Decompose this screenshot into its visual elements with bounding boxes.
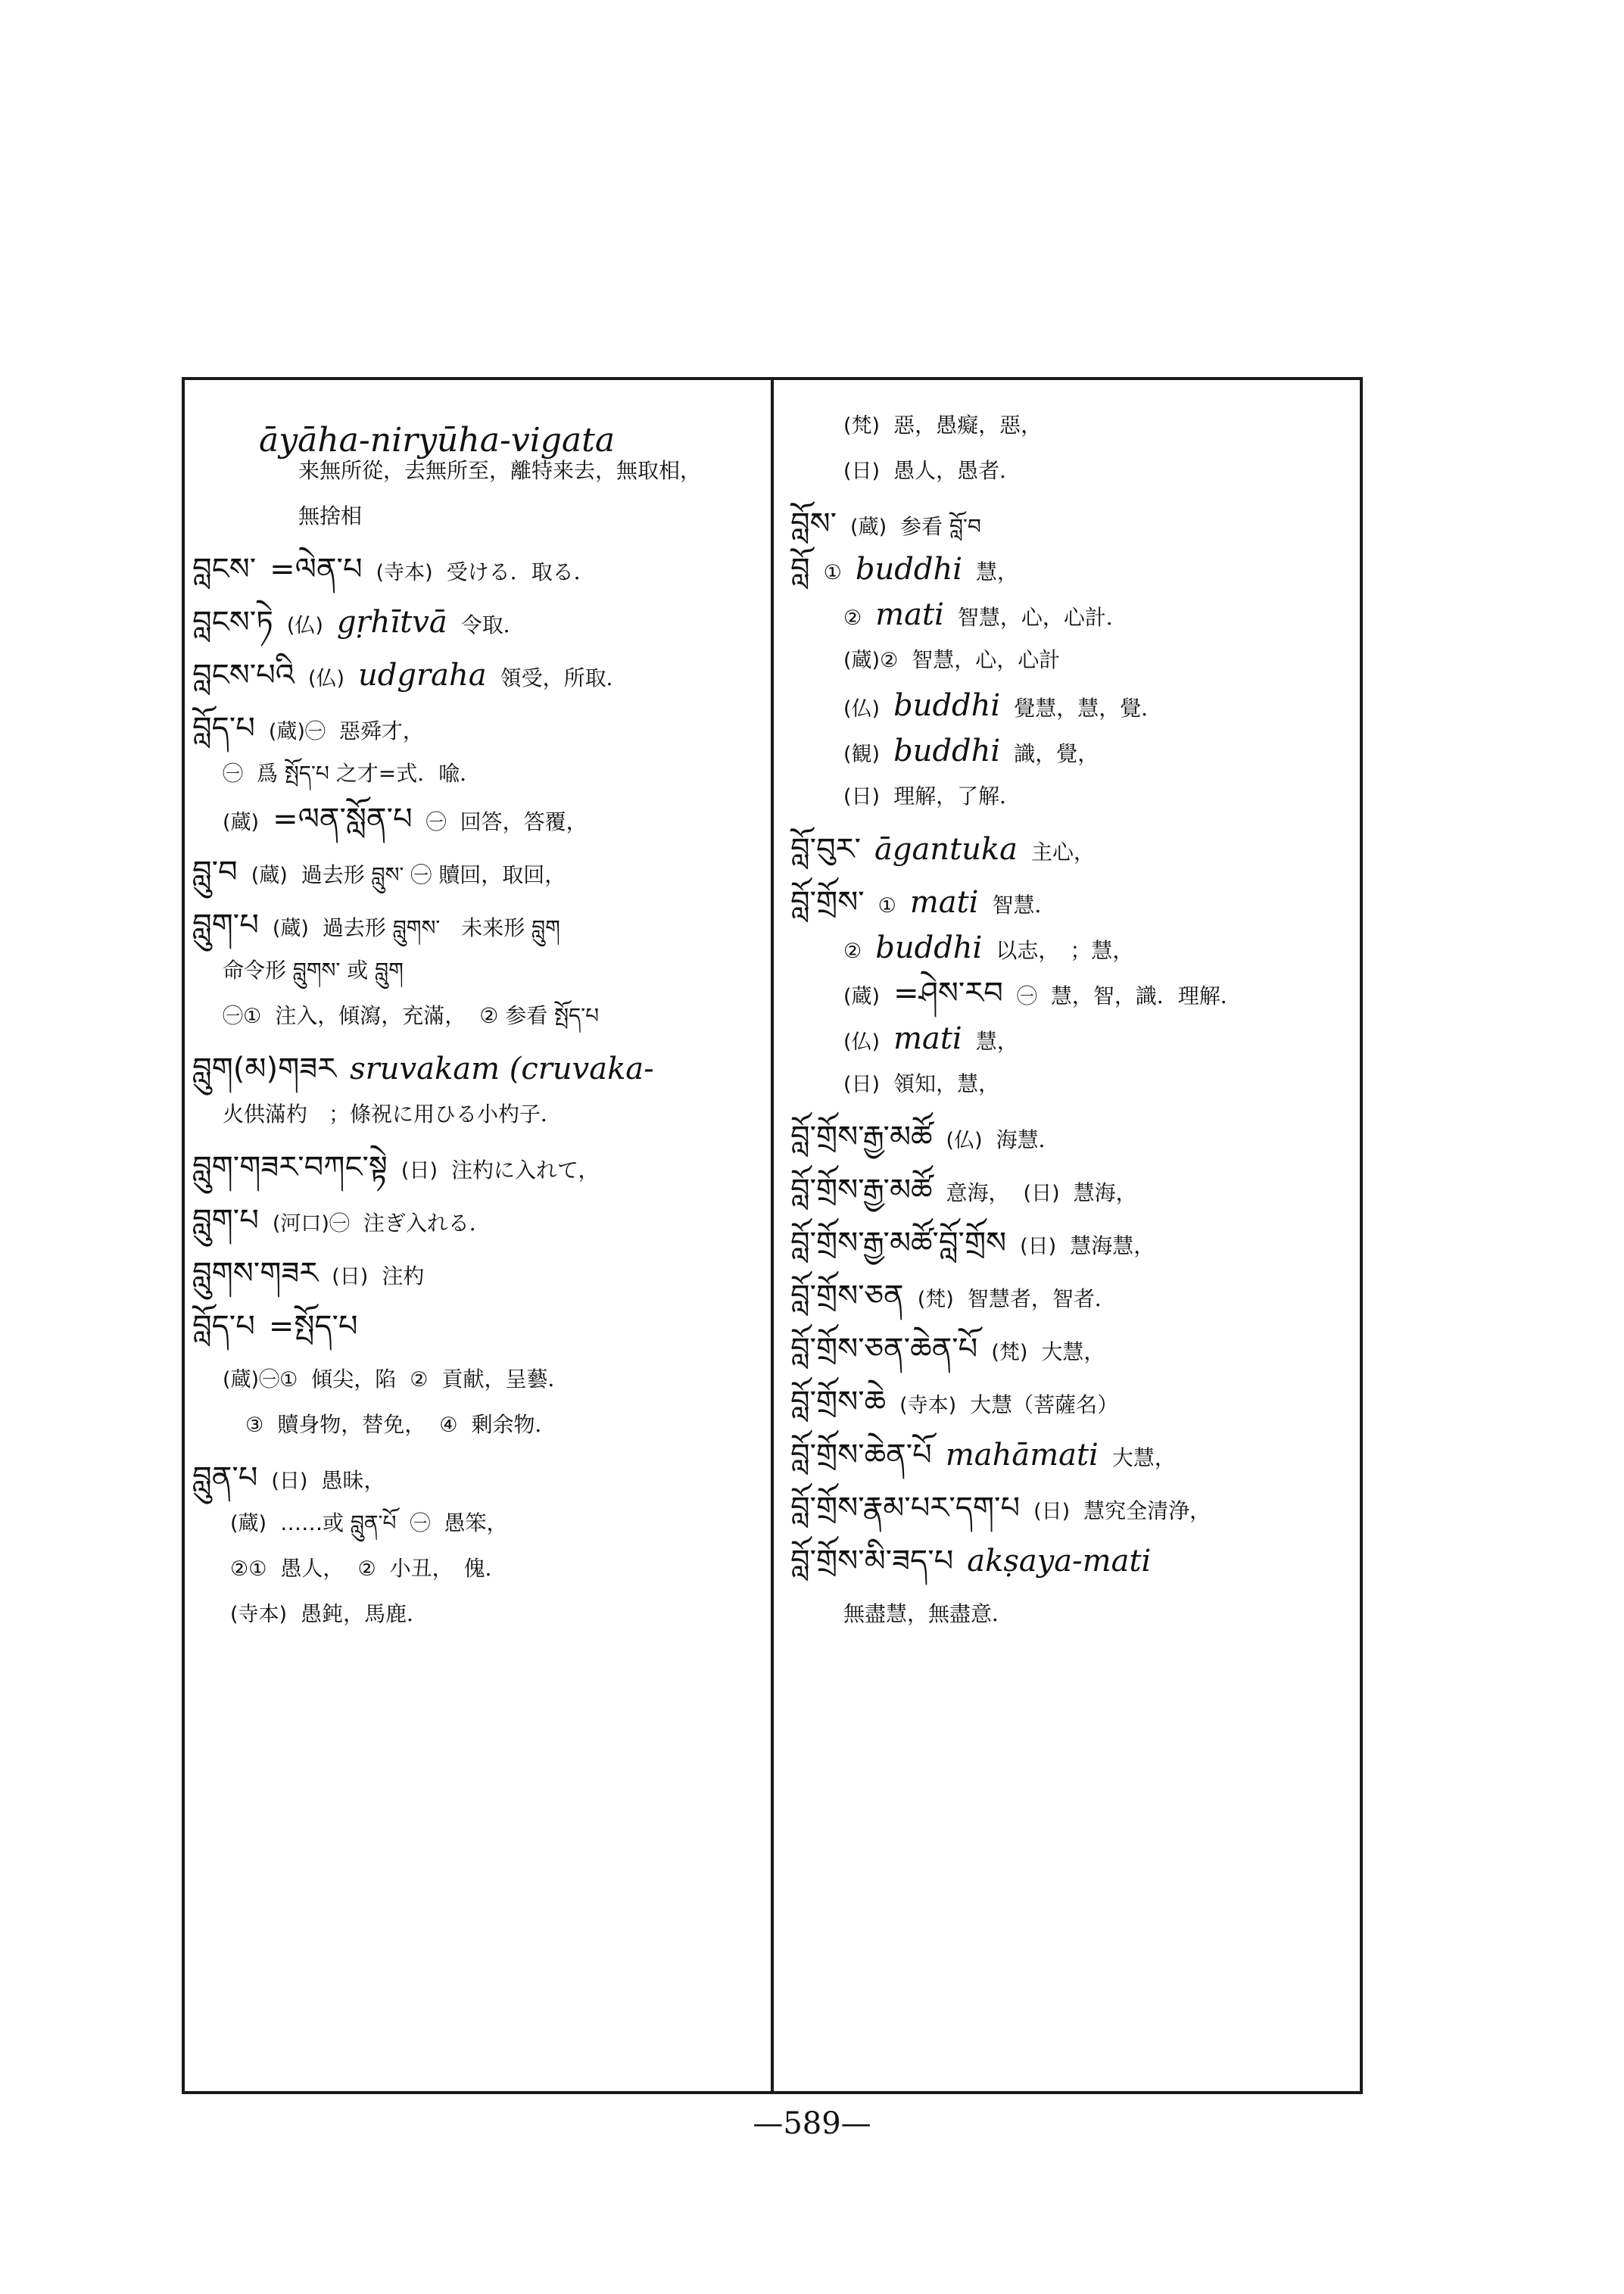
left-entry-9-part-0: བླུ་བ (192, 855, 238, 890)
left-entry-9-part-1: (蔵) (251, 864, 288, 887)
right-entry-7-part-2: 識，覺， (1014, 741, 1099, 766)
right-entry-4-part-2: 智慧，心，心計． (957, 605, 1127, 630)
left-entry-17-part-2: 注杓 (382, 1264, 425, 1289)
left-entry-19-part-0: (蔵)㊀① (223, 1368, 298, 1392)
left-entry-24 (230, 1599, 441, 1630)
left-entry-7 (223, 759, 494, 790)
right-entry-0 (843, 410, 1055, 441)
right-entry-13-part-0: (仏) (843, 1030, 881, 1054)
left-entry-2 (298, 501, 376, 531)
right-entry-16-part-2: (日) (1023, 1182, 1060, 1205)
left-entry-13 (192, 1054, 668, 1087)
left-entry-21-part-2: 愚昧， (321, 1468, 385, 1493)
right-entry-9-part-2: 主心， (1030, 840, 1095, 865)
left-entry-24-part-0: (寺本) (230, 1603, 288, 1626)
left-entry-16-part-0: བླུག་པ (192, 1203, 259, 1238)
left-entry-5-part-1: (仏) (307, 667, 345, 690)
right-entry-9-part-1: āgantuka (874, 832, 1018, 867)
right-entry-5 (843, 645, 1074, 676)
left-entry-4-part-2: gṛhītvā (336, 605, 447, 640)
right-entry-12-part-2: ㊀ (1016, 985, 1037, 1008)
right-entry-3-part-1: ① (823, 561, 842, 584)
right-entry-11 (843, 930, 1147, 967)
right-entry-19-part-1: (梵) (991, 1341, 1028, 1364)
right-entry-15-part-0: བློ་གྲོས་རྒྱ་མཚོ (790, 1120, 933, 1155)
right-entry-7-part-0: (観) (843, 743, 881, 766)
right-entry-17 (790, 1228, 1168, 1262)
right-entry-7-part-1: buddhi (893, 734, 1001, 768)
right-entry-8-part-1: 理解，了解． (893, 784, 1021, 809)
left-entry-7-part-1: 爲 སྤོད་པ 之才=式．喩． (257, 761, 482, 786)
right-entry-12-part-1: =ཤེས་རབ (893, 976, 1003, 1011)
right-entry-12 (843, 978, 1255, 1012)
left-entry-10 (192, 910, 574, 944)
right-entry-1-part-0: (日) (843, 460, 881, 483)
right-entry-22-part-0: བློ་གྲོས་རྣམ་པར་དག་པ (790, 1491, 1021, 1526)
left-entry-20-part-2: ④ (439, 1413, 458, 1437)
left-entry-8 (223, 804, 601, 838)
right-entry-12-part-0: (蔵) (843, 985, 881, 1008)
right-entry-10-part-0: བློ་གྲོས་ (790, 885, 865, 920)
right-entry-13 (843, 1021, 1032, 1058)
right-entry-10-part-3: 智慧． (992, 893, 1056, 918)
right-entry-16-part-3: 慧海， (1073, 1180, 1137, 1205)
page-number: —589— (753, 2106, 871, 2141)
right-entry-4 (843, 597, 1141, 634)
right-entry-16-part-0: བློ་གྲོས་རྒྱ་མཚོ (790, 1173, 933, 1208)
left-entry-17-part-1: (日) (332, 1265, 369, 1289)
left-entry-11-part-0: 命令形 བླུགས་ 或 བླུག (223, 958, 404, 983)
right-entry-8-part-0: (日) (843, 785, 881, 809)
right-entry-16 (790, 1175, 1151, 1209)
right-entry-15-part-1: (仏) (946, 1129, 983, 1152)
right-entry-21-part-2: 大慧， (1111, 1445, 1176, 1470)
right-entry-11-part-0: ② (843, 940, 862, 963)
left-entry-9-part-2: 過去形 བླུས་ ㊀ 贖回，取回， (301, 862, 566, 887)
left-entry-12-part-0: ㊀① (223, 1005, 262, 1028)
right-entry-23-part-1: akṣaya-mati (967, 1544, 1152, 1579)
left-entry-22 (230, 1508, 521, 1539)
left-entry-22-part-0: (蔵) (230, 1512, 267, 1535)
right-entry-4-part-1: mati (875, 597, 944, 632)
left-entry-22-part-2: ㊀ (410, 1512, 431, 1535)
left-entry-6 (192, 713, 438, 747)
left-entry-4-part-1: (仏) (286, 614, 323, 637)
left-entry-23-part-3: 小丑， 傀． (389, 1556, 507, 1581)
left-entry-13-part-1: sruvakam (cruvaka- (350, 1052, 654, 1086)
right-entry-20 (790, 1387, 1132, 1421)
right-entry-2-part-0: བློས་ (790, 506, 837, 541)
left-entry-20-part-0: ③ (245, 1413, 264, 1437)
right-entry-9-part-0: བློ་བུར་ (790, 832, 861, 867)
right-entry-12-part-3: 慧，智，識．理解． (1050, 983, 1242, 1008)
right-entry-3-part-0: བློ (790, 552, 810, 587)
left-entry-8-part-0: (蔵) (223, 811, 260, 834)
right-entry-1-part-1: 愚人，愚者． (893, 458, 1021, 483)
right-entry-17-part-2: 慧海慧， (1070, 1233, 1155, 1258)
left-entry-1 (298, 456, 715, 486)
left-entry-21-part-0: བླུན་པ (192, 1460, 258, 1495)
right-entry-2-part-2: 参看 བློ་བ (900, 514, 981, 539)
left-entry-1-part-0: 来無所從，去無所至，離特来去，無取相， (298, 458, 702, 483)
right-entry-11-part-2: 以志， ；慧， (996, 938, 1134, 963)
right-entry-7 (843, 736, 1112, 770)
right-entry-18-part-2: 智慧者，智者． (967, 1286, 1116, 1311)
left-entry-12-part-2: ② 参看 སྤོད་པ (479, 1003, 600, 1028)
right-entry-2 (790, 506, 995, 543)
right-entry-10 (790, 887, 1070, 921)
left-entry-10-part-2: 過去形 བླུགས་ 未来形 བླུག (322, 915, 560, 940)
right-entry-9 (790, 834, 1108, 868)
right-entry-14 (843, 1069, 1013, 1100)
right-entry-19-part-2: 大慧， (1041, 1339, 1105, 1364)
right-entry-6 (843, 690, 1176, 725)
right-entry-24 (843, 1599, 1027, 1629)
left-entry-3-part-0: བླངས་ (192, 552, 257, 587)
left-entry-15-part-1: (日) (401, 1159, 438, 1183)
right-entry-21-part-0: བློ་གྲོས་ཆེན་པོ (790, 1438, 932, 1473)
left-entry-5-part-3: 領受，所取． (500, 665, 628, 690)
right-entry-4-part-0: ② (843, 606, 862, 630)
right-entry-22 (790, 1493, 1224, 1527)
right-entry-6-part-2: 覺慧，慧，覺． (1014, 696, 1163, 721)
left-entry-22-part-3: 愚笨， (444, 1510, 508, 1535)
left-entry-18-part-1: =སྤོད་པ (268, 1309, 358, 1344)
left-entry-19-part-2: ② (410, 1368, 429, 1392)
right-entry-1 (843, 456, 1034, 487)
right-entry-11-part-1: buddhi (875, 930, 983, 965)
right-entry-20-part-2: 大慧（菩薩名） (970, 1392, 1119, 1417)
left-entry-7-part-0: ㊀ (223, 762, 243, 786)
left-entry-4-part-0: བླངས་ཏེ (192, 605, 273, 640)
right-entry-17-part-1: (日) (1020, 1235, 1057, 1258)
left-entry-16-part-1: (河口)㊀ (272, 1212, 350, 1236)
left-entry-3-part-2: (寺本) (376, 561, 433, 584)
left-entry-14-part-0: 火供滿杓 ；條祝に用ひる小杓子． (223, 1102, 563, 1127)
left-entry-10-part-1: (蔵) (272, 917, 309, 940)
left-entry-5-part-2: udgraha (358, 658, 487, 693)
left-entry-15 (192, 1152, 613, 1186)
left-entry-16 (192, 1205, 504, 1239)
left-entry-10-part-0: བླུག་པ (192, 908, 259, 943)
left-entry-23-part-0: ②① (230, 1557, 267, 1581)
right-entry-2-part-1: (蔵) (850, 516, 887, 539)
left-entry-5-part-0: བླངས་པའི (192, 658, 295, 693)
left-entry-15-part-2: 注杓に入れて， (451, 1158, 600, 1183)
left-entry-23-part-2: ② (357, 1557, 376, 1581)
left-entry-4 (192, 607, 538, 641)
left-entry-16-part-2: 注ぎ入れる． (363, 1211, 491, 1236)
right-entry-23-part-0: བློ་གྲོས་མི་ཟད་པ (790, 1544, 954, 1579)
right-entry-10-part-1: ① (877, 894, 896, 918)
left-entry-5 (192, 660, 641, 694)
left-entry-23-part-1: 愚人， (280, 1556, 344, 1581)
right-entry-18-part-0: བློ་གྲོས་ཅན (790, 1279, 904, 1314)
left-entry-20-part-1: 贖身物，替免， (277, 1412, 426, 1437)
right-entry-0-part-1: 惡，愚癡，惡， (893, 413, 1043, 438)
left-entry-8-part-3: 回答，答覆， (460, 809, 588, 834)
right-entry-5-part-0: (蔵)② (843, 649, 899, 672)
right-entry-22-part-2: 慧究全清浄， (1083, 1498, 1211, 1523)
right-entry-18-part-1: (梵) (917, 1288, 954, 1311)
left-entry-23 (230, 1554, 520, 1585)
right-entry-22-part-1: (日) (1033, 1500, 1071, 1523)
left-entry-0 (259, 421, 628, 460)
right-entry-15-part-2: 海慧． (996, 1127, 1060, 1152)
right-entry-5-part-1: 智慧，心，心計 (912, 647, 1061, 672)
right-entry-21-part-1: mahāmati (945, 1438, 1099, 1473)
right-entry-20-part-1: (寺本) (899, 1394, 957, 1417)
right-entry-3 (790, 554, 1032, 588)
right-entry-8 (843, 781, 1034, 812)
left-entry-18-part-0: བློད་པ (192, 1309, 255, 1344)
left-entry-19-part-1: 傾尖，陷 (311, 1367, 397, 1392)
left-entry-9 (192, 857, 579, 891)
left-entry-12-part-1: 注入，傾瀉，充滿， (275, 1003, 466, 1028)
left-entry-0-part-0: āyāha-niryūha-vigata (259, 421, 616, 460)
right-entry-10-part-2: mati (909, 885, 979, 920)
left-entry-11 (223, 955, 417, 986)
right-entry-23 (790, 1546, 1164, 1579)
right-entry-21 (790, 1440, 1189, 1473)
right-entry-14-part-0: (日) (843, 1073, 881, 1096)
left-entry-18 (192, 1311, 372, 1345)
right-entry-16-part-1: 意海， (946, 1180, 1010, 1205)
left-entry-21-part-1: (日) (271, 1470, 308, 1493)
left-entry-6-part-0: བློད་པ (192, 711, 255, 746)
left-entry-4-part-3: 令取． (460, 612, 525, 637)
right-entry-13-part-2: 慧， (975, 1029, 1018, 1054)
right-entry-3-part-3: 慧， (976, 559, 1019, 584)
left-entry-20-part-3: 剰余物． (471, 1412, 556, 1437)
right-entry-17-part-0: བློ་གྲོས་རྒྱ་མཚོ་བློ་གྲོས (790, 1226, 1007, 1261)
left-entry-14 (223, 1099, 575, 1130)
left-entry-3 (192, 554, 609, 588)
left-entry-3-part-1: =ལེན་པ (270, 552, 363, 587)
left-entry-13-part-0: བླུག(མ)གཟར (192, 1052, 337, 1086)
left-entry-8-part-1: =ལན་སློན་པ (273, 802, 413, 837)
left-entry-22-part-1: ……或 བླུན་པོ (280, 1510, 397, 1535)
left-entry-6-part-1: (蔵)㊀ (268, 720, 326, 743)
right-entry-6-part-0: (仏) (843, 697, 881, 721)
left-entry-15-part-0: བླུག་གཟར་བཀང་སྟེ (192, 1150, 388, 1185)
right-entry-24-part-0: 無盡慧，無盡意． (843, 1601, 1014, 1626)
right-entry-6-part-1: buddhi (893, 688, 1001, 723)
right-entry-20-part-0: བློ་གྲོས་ཆེ (790, 1385, 887, 1420)
left-entry-6-part-2: 惡舜才， (338, 718, 424, 743)
right-entry-18 (790, 1281, 1130, 1315)
right-entry-19-part-0: བློ་གྲོས་ཅན་ཆེན་པོ (790, 1332, 978, 1367)
right-entry-3-part-2: buddhi (855, 552, 962, 587)
column-divider (771, 377, 774, 2094)
left-entry-8-part-2: ㊀ (425, 811, 447, 834)
left-entry-3-part-3: 受ける．取る． (446, 559, 595, 584)
right-entry-13-part-1: mati (893, 1021, 962, 1056)
left-entry-21 (192, 1460, 398, 1497)
right-entry-14-part-1: 領知，慧， (893, 1071, 1000, 1096)
left-entry-17 (192, 1258, 438, 1292)
left-entry-20 (245, 1410, 569, 1441)
right-entry-15 (790, 1122, 1074, 1156)
right-entry-0-part-0: (梵) (843, 414, 881, 438)
right-entry-19 (790, 1334, 1118, 1368)
left-entry-19-part-3: 貢献，呈藝． (441, 1367, 569, 1392)
left-entry-19 (223, 1364, 583, 1395)
left-entry-12 (223, 1001, 613, 1032)
left-entry-17-part-0: བླུགས་གཟར (192, 1256, 319, 1291)
left-entry-24-part-1: 愚鈍，馬鹿． (301, 1601, 429, 1626)
left-entry-2-part-0: 無捨相 (298, 503, 363, 528)
